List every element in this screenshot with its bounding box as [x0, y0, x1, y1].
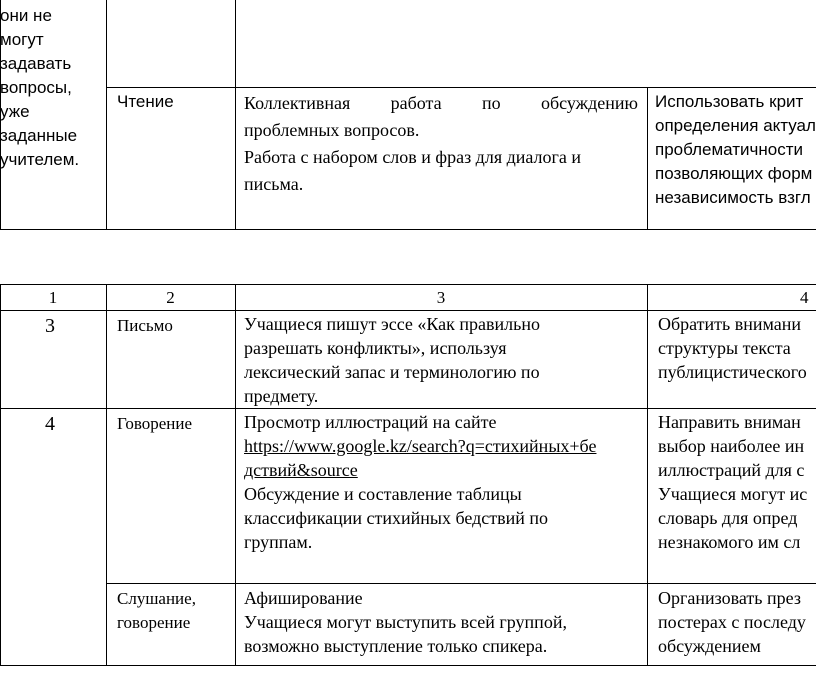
top-row-recommendation: Использовать крит определения актуал проблематичности позволяющих форм независимость взгл: [655, 92, 816, 207]
bottom-table-border-left: [0, 284, 1, 666]
top-col1-text: они не могут задавать вопросы, уже заданные учителем.: [0, 6, 80, 169]
bottom-table-header-line: [0, 310, 816, 311]
top-row-method: Коллективная работа по обсуждению проблемных вопросов. Работа с набором слов и фраз для диалога и письма.: [244, 90, 638, 198]
top-table-divider-2: [235, 0, 236, 229]
top-table-row-line: [106, 87, 816, 88]
row-5-recommendation: Организовать през постерах с последу обсуждением: [658, 588, 806, 656]
bottom-table-divider-1: [106, 284, 107, 666]
search-link-line2[interactable]: дствий&source: [244, 460, 358, 480]
bottom-table-top-line: [0, 284, 816, 285]
bottom-table-bottom-line: [0, 665, 816, 666]
header-col-1: 1: [48, 288, 58, 307]
row-4-number: 4: [45, 413, 55, 435]
row-3-method: Учащиеся пишут эссе «Как правильно разрешать конфликты», используя лексический запас и терминологию по предмету.: [244, 314, 540, 406]
top-table-divider-3: [647, 87, 648, 229]
search-link[interactable]: [244, 434, 596, 482]
row-3-number: 3: [45, 315, 55, 337]
header-col-4: 4: [800, 288, 809, 307]
top-table-bottom-line: [0, 229, 816, 230]
row-5-method: Афиширование Учащиеся могут выступить всей группой, возможно выступление только спикера.: [244, 588, 567, 656]
row-4-method: Просмотр иллюстраций на сайте https://www.google.kz/search?q=стихийных+бе дствий&source Обсуждение и составление таблицы классификации стихийных бедствий по группам.: [244, 412, 597, 552]
top-row-method-line1: Коллективная работа по обсуждению: [244, 93, 638, 113]
row-3-recommendation: Обратить внимани структуры текста публицистического: [658, 314, 807, 382]
top-table-divider-1: [106, 0, 107, 229]
header-col-2: 2: [166, 288, 175, 307]
row-4-recommendation: Направить вниман выбор наиболее ин иллюстраций для с Учащиеся могут ис словарь для опред незнакомого им сл: [658, 412, 808, 552]
row-5-activity: Слушание, говорение: [117, 589, 196, 632]
bottom-table-row3-line: [0, 408, 816, 409]
row-3-activity: Письмо: [117, 316, 173, 335]
bottom-table-row4-line: [106, 583, 816, 584]
bottom-table-divider-2: [235, 284, 236, 666]
bottom-table-divider-3: [647, 284, 648, 666]
search-link-line1[interactable]: https://www.google.kz/search?q=стихийных+бе: [244, 436, 597, 456]
header-col-3: 3: [436, 288, 446, 307]
top-row-activity: Чтение: [117, 92, 174, 111]
row-4-activity: Говорение: [117, 414, 193, 433]
